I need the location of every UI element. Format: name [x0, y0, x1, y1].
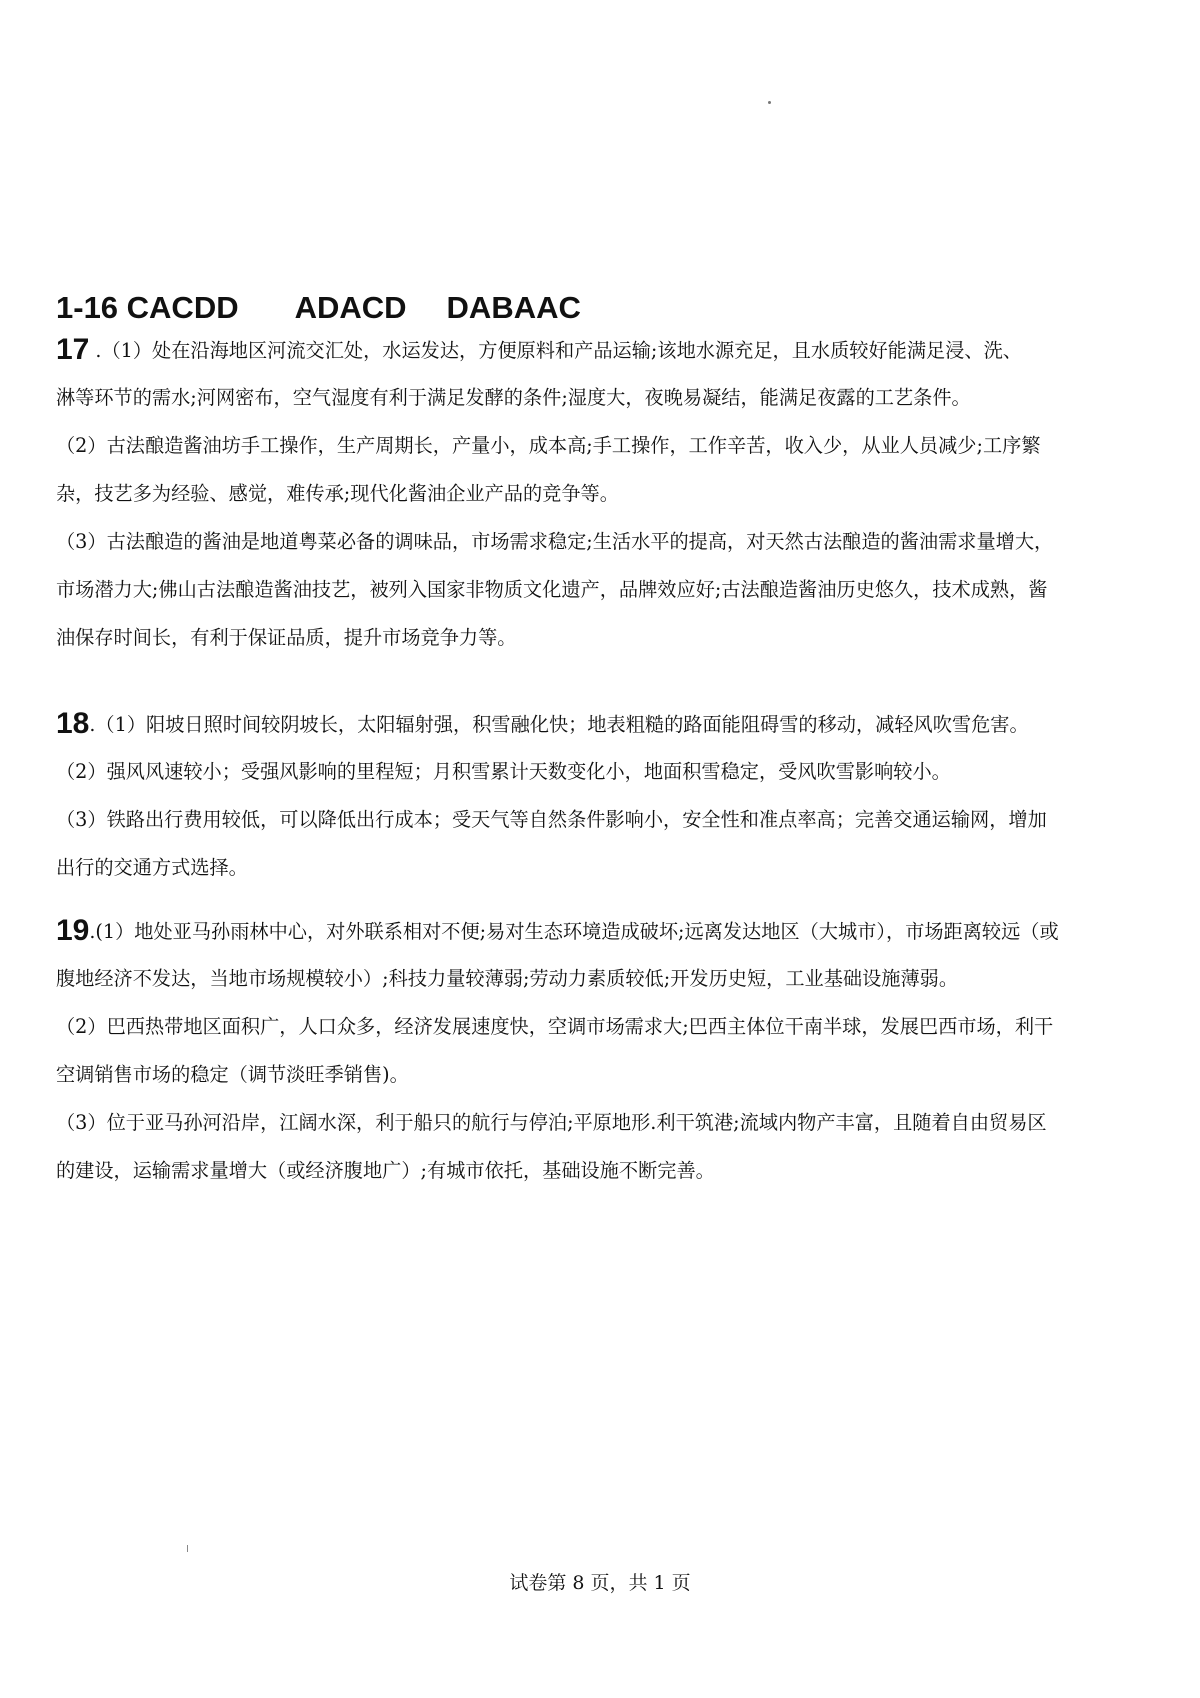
answers-group-3: DABAAC — [446, 290, 581, 325]
q17-line-4: 杂，技艺多为经验、感觉，难传承;现代化酱油企业产品的竞争等。 — [56, 482, 619, 505]
q19-line-2: 腹地经济不发达，当地市场规模较小）;科技力量较薄弱;劳动力素质较低;开发历史短，工业基础设施薄弱。 — [56, 967, 959, 990]
q19-line-3: （2）巴西热带地区面积广，人口众多，经济发展速度快，空调市场需求大;巴西主体位干南半球，发展巴西市场，利干 — [56, 1015, 1054, 1038]
question-18 — [56, 700, 1146, 892]
q18-dot: . — [89, 714, 96, 736]
q18-line-1 — [56, 700, 1146, 748]
question-17 — [56, 326, 1146, 662]
multiple-choice-answers — [56, 290, 581, 326]
q17-text-1: （1）处在沿海地区河流交汇处，水运发达，方便原料和产品运输;该地水源充足，且水质较好能满足浸、洗、 — [101, 339, 1022, 362]
q19-text-1: (1）地处亚马孙雨林中心，对外联系相对不便;易对生态环境造成破坏;远离发达地区（大城市），市场距离较远（或 — [95, 920, 1059, 943]
margin-mark — [187, 1545, 188, 1552]
q19-line-6: 的建设，运输需求量增大（或经济腹地广）;有城市依托，基础设施不断完善。 — [56, 1159, 715, 1182]
q18-line-4: 出行的交通方式选择。 — [56, 856, 248, 879]
q17-number: 17 — [56, 333, 90, 366]
answers-group-1: 1-16 CACDD — [56, 290, 239, 325]
q17-line-7: 油保存时间长，有利于保证品质，提升市场竞争力等。 — [56, 626, 517, 649]
q19-dot: . — [89, 921, 96, 943]
q19-line-1 — [56, 907, 1146, 955]
q19-line-4: 空调销售市场的稳定（调节淡旺季销售)。 — [56, 1063, 409, 1086]
page-footer: 试卷第 8 页，共 1 页 — [509, 1572, 691, 1594]
q18-line-2: （2）强风风速较小；受强风影响的里程短；月积雪累计天数变化小，地面积雪稳定，受风吹雪影响较小。 — [56, 760, 951, 783]
q17-line-2: 淋等环节的需水;河网密布，空气湿度有利于满足发酵的条件;湿度大，夜晚易凝结，能满足夜露的工艺条件。 — [56, 386, 971, 409]
q17-line-6: 市场潜力大;佛山古法酿造酱油技艺，被列入国家非物质文化遗产，品牌效应好;古法酿造酱油历史悠久，技术成熟，酱 — [56, 578, 1048, 601]
q18-text-1: （1）阳坡日照时间较阴坡长，太阳辐射强，积雪融化快；地表粗糙的路面能阻碍雪的移动，减轻风吹雪危害。 — [95, 713, 1029, 736]
q18-number: 18 — [56, 707, 90, 740]
q18-line-3: （3）铁路出行费用较低，可以降低出行成本；受天气等自然条件影响小，安全性和准点率高；完善交通运输网，增加 — [56, 808, 1047, 831]
q17-line-5: （3）古法酿造的酱油是地道粤菜必备的调味品，市场需求稳定;生活水平的提高，对天然古法酿造的酱油需求量增大， — [56, 530, 1054, 553]
answers-group-2: ADACD — [294, 290, 407, 325]
q17-line-1 — [56, 326, 1146, 374]
q19-number: 19 — [56, 914, 90, 947]
q17-line-3: （2）古法酿造酱油坊手工操作，生产周期长，产量小，成本高;手工操作，工作辛苦，收入少，从业人员减少;工序繁 — [56, 434, 1041, 457]
stray-dot-mark — [768, 101, 771, 104]
q19-line-5: （3）位于亚马孙河沿岸，江阔水深，利于船只的航行与停泊;平原地形.利干筑港;流域内物产丰富，且随着自由贸易区 — [56, 1111, 1047, 1134]
question-19 — [56, 907, 1146, 1195]
q17-dot: . — [89, 340, 102, 362]
